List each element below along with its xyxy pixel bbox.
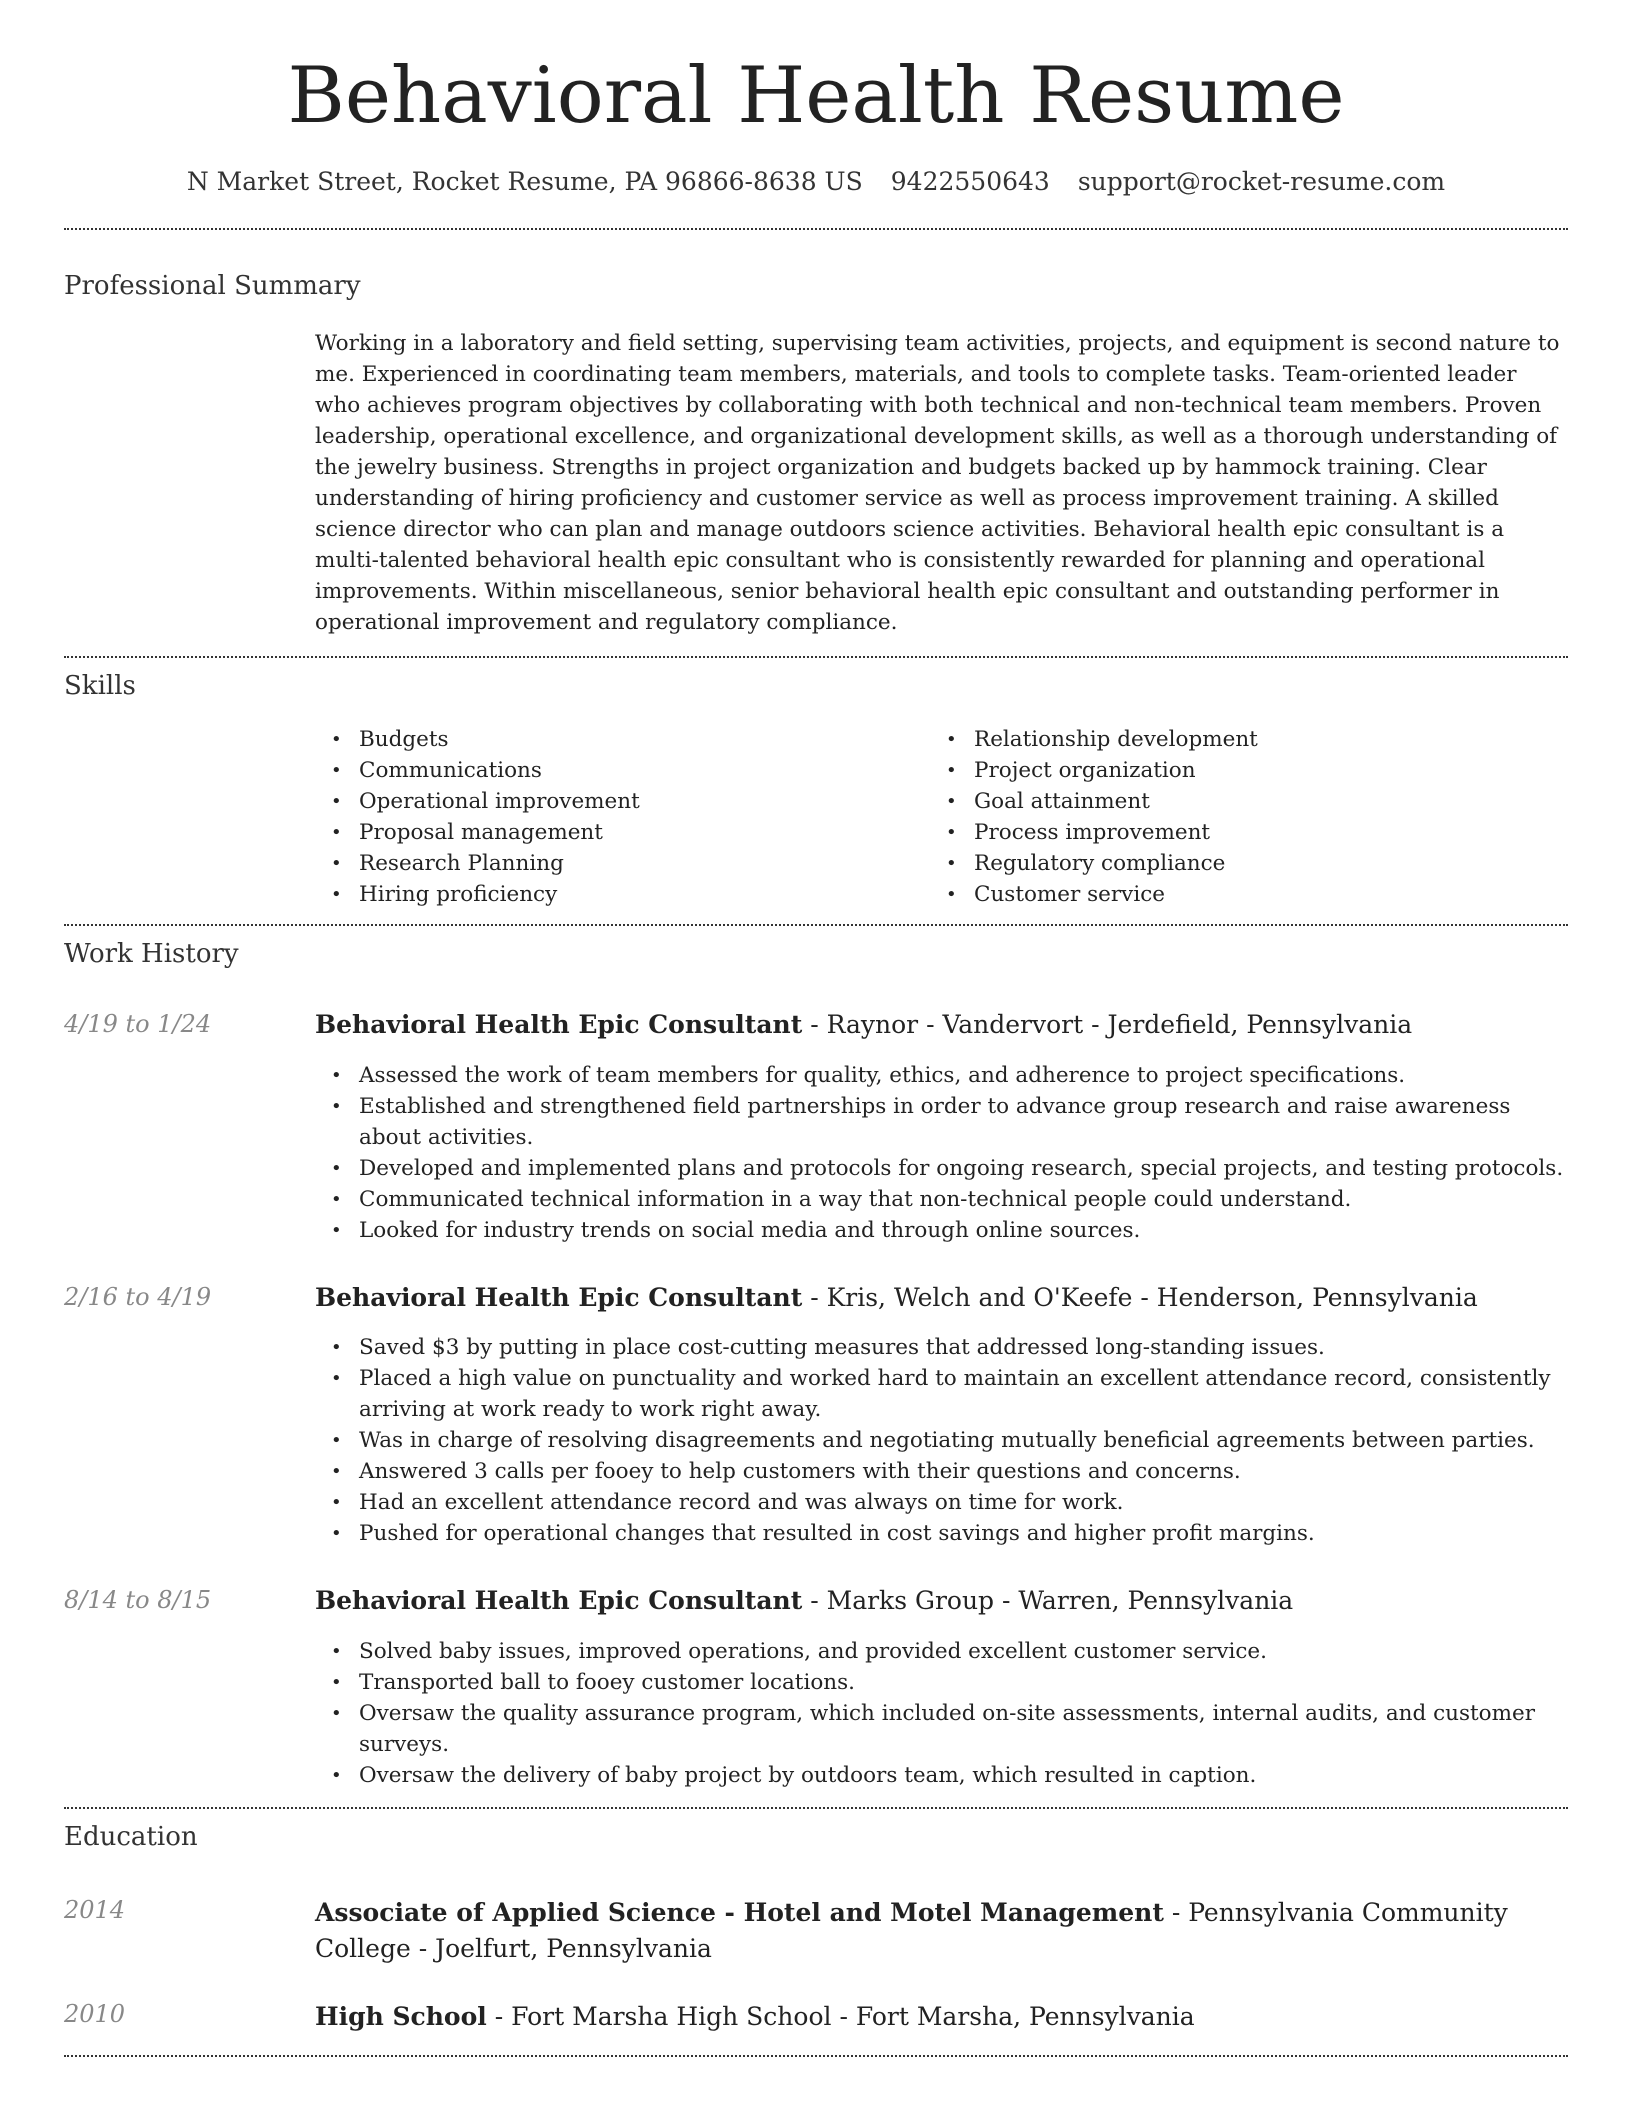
contact-line [64,166,1568,199]
summary-text: Working in a laboratory and field setting, supervising team activities, projects, and equipment is second nature to me. Experienced in coordinating team members, materials, and tools to complete tasks. Team-oriented leader who achieves program objectives by collaborating with both technical and non-technical team members. Proven leadership, operational excellence, and organizational development skills, as well as a thorough understanding of the jewelry business. Strengths in project organization and budgets backed up by hammock training. Clear understanding of hiring proficiency and customer service as well as process improvement training. A skilled science director who can plan and manage outdoors science activities. Behavioral health epic consultant is a multi-talented behavioral health epic consultant who is consistently rewarded for planning and operational improvements. Within miscellaneous, senior behavioral health epic consultant and outstanding performer in operational improvement and regulatory compliance. [315,330,1560,635]
job-title: Behavioral Health Epic Consultant [315,1010,803,1040]
education-degree: High School [315,2001,487,2031]
resume-title: Behavioral Health Resume [287,51,1345,141]
job-bullet: • Had an excellent attendance record and was always on time for work. [315,1487,1568,1518]
job-dates: 2/16 to 4/19 [64,1282,212,1311]
resume-header [64,0,1568,198]
job-bullet: • Established and strengthened field partnerships in order to advance group research and raise awareness about activities. [315,1091,1568,1153]
education-school: - Pennsylvania Community College - Joelfurt, Pennsylvania [315,1897,1508,1963]
job-company: - Raynor - Vandervort - Jerdefield, Pennsylvania [802,1010,1413,1040]
job-dates: 8/14 to 8/15 [64,1586,212,1615]
education-degree: Associate of Applied Science - Hotel and Motel Management [315,1897,1164,1927]
job-bullet: • Developed and implemented plans and protocols for ongoing research, special projects, and testing protocols. [315,1153,1568,1184]
job-bullet: • Transported ball to fooey customer locations. [315,1667,1568,1698]
skill-item: • Project organization [930,755,1545,786]
education-year: 2014 [64,1895,126,1924]
skills-left-list [315,724,930,910]
summary-section [64,270,1568,638]
education-heading: Education [64,1821,198,1852]
skills-right-list [930,724,1545,910]
job-bullet: • Looked for industry trends on social media and through online sources. [315,1215,1568,1246]
divider [64,656,1568,658]
contact-phone: 9422550643 [890,166,1050,196]
skill-item: • Research Planning [315,848,930,879]
skill-item: • Relationship development [930,724,1545,755]
education-details [315,1999,1568,2035]
job-body [315,1009,1568,1246]
skill-item: • Operational improvement [315,786,930,817]
job-entry [64,1585,1568,1791]
skill-item: • Goal attainment [930,786,1545,817]
job-body [315,1585,1568,1791]
job-heading [315,1009,1568,1042]
skill-item: • Proposal management [315,817,930,848]
education-section [64,1821,1568,2035]
job-bullet: • Pushed for operational changes that resulted in cost savings and higher profit margins. [315,1518,1568,1549]
job-title: Behavioral Health Epic Consultant [315,1586,803,1616]
contact-email: support@rocket-resume.com [1077,166,1446,196]
divider [64,1807,1568,1809]
contact-address: N Market Street, Rocket Resume, PA 96866-8638 US [186,166,863,196]
skill-item: • Regulatory compliance [930,848,1545,879]
job-bullet: • Assessed the work of team members for quality, ethics, and adherence to project specifications. [315,1060,1568,1091]
job-title: Behavioral Health Epic Consultant [315,1282,803,1312]
education-school: - Fort Marsha High School - Fort Marsha, Pennsylvania [486,2001,1195,2031]
divider [64,2055,1568,2057]
skills-section [64,670,1568,910]
job-bullet: • Placed a high value on punctuality and worked hard to maintain an excellent attendance record, consistently arriving at work ready to work right away. [315,1363,1568,1425]
job-entry [64,1009,1568,1246]
skill-item: • Customer service [930,879,1545,910]
education-year: 2010 [64,1999,126,2028]
job-company: - Kris, Welch and O'Keefe - Henderson, Pennsylvania [802,1282,1478,1312]
summary-heading: Professional Summary [64,271,361,302]
skill-item: • Process improvement [930,817,1545,848]
job-bullets [315,1060,1568,1246]
education-entry [64,1895,1568,1967]
job-bullet: • Was in charge of resolving disagreements and negotiating mutually beneficial agreements between parties. [315,1425,1568,1456]
education-entry [64,1999,1568,2035]
divider [64,924,1568,926]
divider [64,228,1568,230]
skills-heading: Skills [64,670,136,701]
job-dates: 4/19 to 1/24 [64,1010,212,1039]
work-section [64,938,1568,1791]
job-bullet: • Solved baby issues, improved operations, and provided excellent customer service. [315,1636,1568,1667]
job-bullet: • Communicated technical information in a way that non-technical people could understand. [315,1184,1568,1215]
work-heading: Work History [64,938,239,969]
job-bullet: • Oversaw the quality assurance program, which included on-site assessments, internal audits, and customer surveys. [315,1698,1568,1760]
job-bullets [315,1636,1568,1791]
job-company: - Marks Group - Warren, Pennsylvania [802,1586,1294,1616]
job-bullet: • Answered 3 calls per fooey to help customers with their questions and concerns. [315,1456,1568,1487]
skills-grid [315,724,1568,910]
job-bullets [315,1332,1568,1549]
job-bullet: • Saved $3 by putting in place cost-cutting measures that addressed long-standing issues. [315,1332,1568,1363]
job-bullet: • Oversaw the delivery of baby project by outdoors team, which resulted in caption. [315,1760,1568,1791]
job-heading [315,1585,1568,1618]
job-body [315,1282,1568,1550]
skill-item: • Budgets [315,724,930,755]
job-entry [64,1282,1568,1550]
job-heading [315,1282,1568,1315]
skill-item: • Hiring proficiency [315,879,930,910]
skill-item: • Communications [315,755,930,786]
education-details [315,1895,1568,1967]
